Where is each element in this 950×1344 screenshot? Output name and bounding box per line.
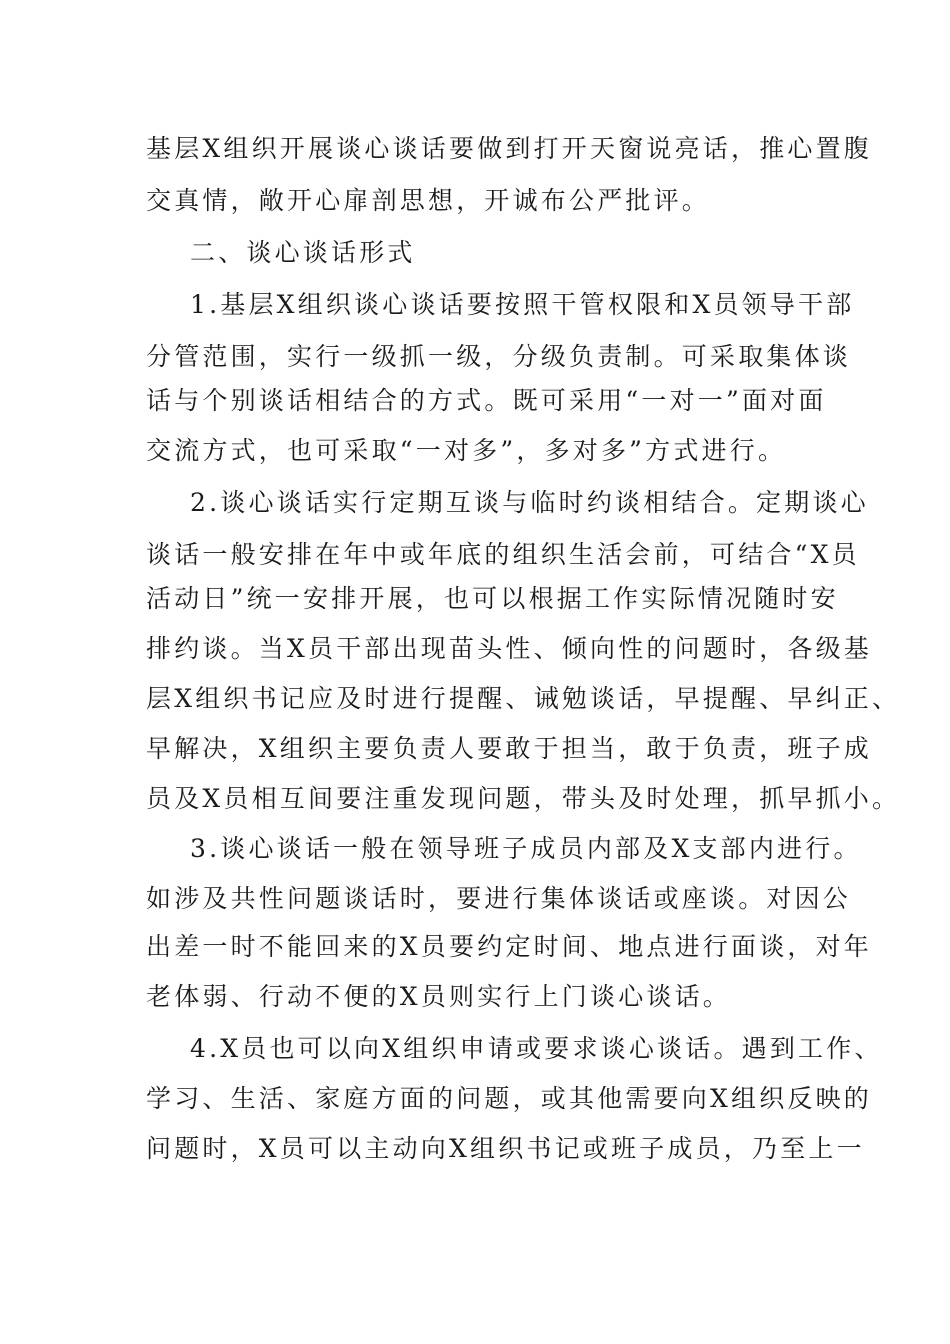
text-line: 3.谈心谈话一般在领导班子成员内部及X支部内进行。 <box>190 834 862 863</box>
text-line: 交真情，敞开心扉剖思想，开诚布公严批评。 <box>146 186 711 215</box>
text-line: 排约谈。当X员干部出现苗头性、倾向性的问题时，各级基 <box>146 634 873 663</box>
text-line: 如涉及共性问题谈话时，要进行集体谈话或座谈。对因公 <box>146 884 852 913</box>
text-line: 早解决，X组织主要负责人要敢于担当，敢于负责，班子成 <box>146 734 873 763</box>
text-line: 交流方式，也可采取“一对多”，多对多”方式进行。 <box>146 436 787 465</box>
text-line: 基层X组织开展谈心谈话要做到打开天窗说亮话，推心置腹 <box>146 134 873 163</box>
text-line: 出差一时不能回来的X员要约定时间、地点进行面谈，对年 <box>146 932 873 961</box>
text-line: 2.谈心谈话实行定期互谈与临时约谈相结合。定期谈心 <box>190 488 869 517</box>
text-line: 问题时，X员可以主动向X组织书记或班子成员，乃至上一 <box>146 1134 865 1163</box>
text-line: 活动日”统一安排开展，也可以根据工作实际情况随时安 <box>146 584 839 613</box>
text-line: 4.X员也可以向X组织申请或要求谈心谈话。遇到工作、 <box>190 1034 883 1063</box>
text-line: 老体弱、行动不便的X员则实行上门谈心谈话。 <box>146 982 731 1011</box>
text-line: 话与个别谈话相结合的方式。既可采用“一对一”面对面 <box>146 386 827 415</box>
text-line: 层X组织书记应及时进行提醒、诫勉谈话，早提醒、早纠正、 <box>146 684 901 713</box>
text-line: 分管范围，实行一级抓一级，分级负责制。可采取集体谈 <box>146 342 852 371</box>
text-line: 学习、生活、家庭方面的问题，或其他需要向X组织反映的 <box>146 1084 873 1113</box>
text-line: 员及X员相互间要注重发现问题，带头及时处理，抓早抓小。 <box>146 784 901 813</box>
text-line: 谈话一般安排在年中或年底的组织生活会前，可结合“X员 <box>146 540 860 569</box>
text-line: 1.基层X组织谈心谈话要按照干管权限和X员领导干部 <box>190 290 855 319</box>
section-heading: 二、谈心谈话形式 <box>190 238 416 267</box>
